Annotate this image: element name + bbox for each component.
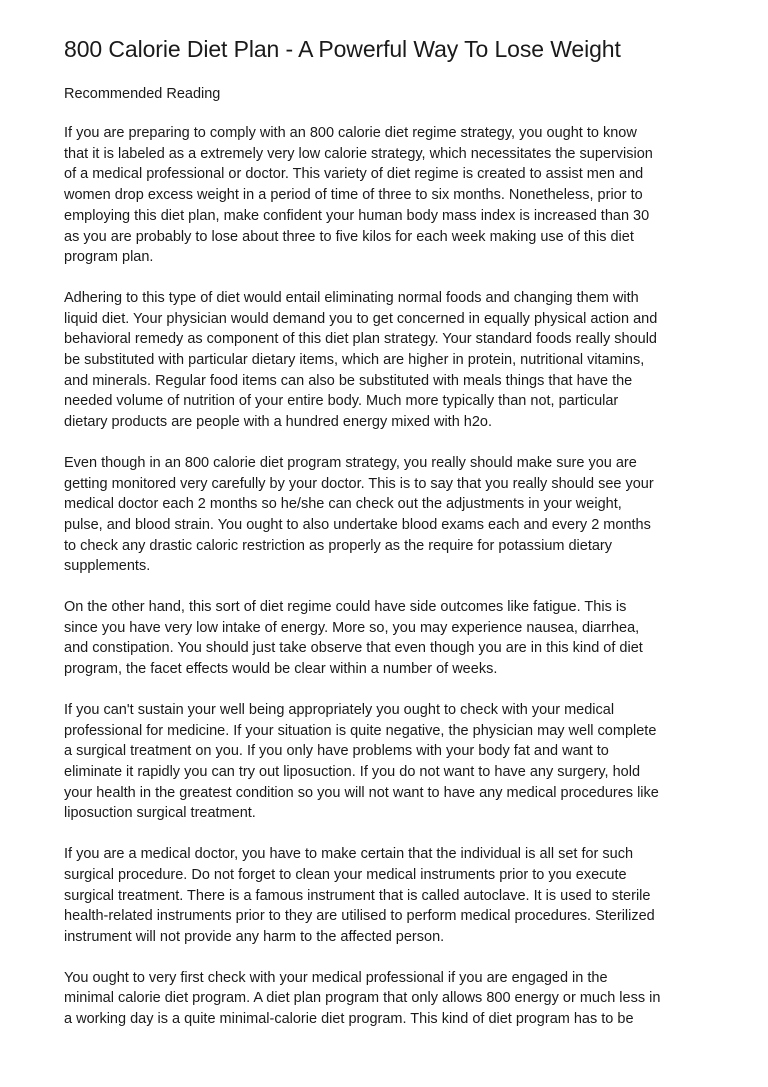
text-line: On the other hand, this sort of diet regime could have side outcomes like fatigue. This is bbox=[64, 599, 627, 616]
paragraph-6 bbox=[64, 844, 714, 948]
text-line: dietary products are people with a hundred energy mixed with h2o. bbox=[64, 414, 493, 431]
paragraph-3 bbox=[64, 453, 714, 577]
text-line: a working day is a quite minimal-calorie diet program. This kind of diet program has to be bbox=[64, 1011, 634, 1028]
text-line: medical doctor each 2 months so he/she can check out the adjustments in your weight, bbox=[64, 496, 622, 513]
text-line: as you are probably to lose about three to five kilos for each week making use of this diet bbox=[64, 228, 634, 245]
text-line: program plan. bbox=[64, 249, 154, 266]
text-line: You ought to very first check with your medical professional if you are engaged in the bbox=[64, 969, 608, 986]
text-line: and constipation. You should just take observe that even though you are in this kind of diet bbox=[64, 640, 643, 657]
paragraph-1 bbox=[64, 123, 714, 268]
text-line: since you have very low intake of energy. More so, you may experience nausea, diarrhea, bbox=[64, 619, 640, 636]
text-line: If you are preparing to comply with an 800 calorie diet regime strategy, you ought to know bbox=[64, 125, 637, 141]
text-line: pulse, and blood strain. You ought to also undertake blood exams each and every 2 months bbox=[64, 516, 651, 533]
text-line: supplements. bbox=[64, 558, 151, 575]
text-line: that it is labeled as a extremely very low calorie strategy, which necessitates the supervision bbox=[64, 145, 653, 162]
text-line: employing this diet plan, make confident your human body mass index is increased than 30 bbox=[64, 207, 650, 224]
text-line: liposuction surgical treatment. bbox=[64, 805, 256, 822]
text-line: health-related instruments prior to they are utilised to perform medical procedures. Sterilized bbox=[64, 908, 655, 925]
text-line: of a medical professional or doctor. This variety of diet regime is created to assist men and bbox=[64, 166, 644, 183]
text-line: program, the facet effects would be clear within a number of weeks. bbox=[64, 661, 498, 678]
text-line: If you can't sustain your well being appropriately you ought to check with your medical bbox=[64, 701, 615, 718]
text-line: instrument will not provide any harm to the affected person. bbox=[64, 928, 445, 945]
recommended-reading-heading: Recommended Reading bbox=[64, 86, 221, 102]
text-line: minimal calorie diet program. A diet plan program that only allows 800 energy or much less in bbox=[64, 990, 661, 1007]
document-page bbox=[64, 34, 714, 1050]
paragraph-4 bbox=[64, 597, 714, 680]
text-line: women drop excess weight in a period of time of three to six months. Nonetheless, prior to bbox=[64, 187, 643, 204]
text-line: Even though in an 800 calorie diet program strategy, you really should make sure you are bbox=[64, 454, 637, 471]
text-line: Adhering to this type of diet would entail eliminating normal foods and changing them with bbox=[64, 289, 639, 306]
text-line: needed volume of nutrition of your entire body. Much more typically than not, particular bbox=[64, 393, 619, 410]
text-line: liquid diet. Your physician would demand you to get concerned in equally physical action and bbox=[64, 310, 658, 327]
text-line: your health in the greatest condition so you will not want to have any medical procedures like bbox=[64, 784, 659, 801]
text-line: behavioral remedy as component of this diet plan strategy. Your standard foods really should bbox=[64, 331, 657, 348]
document-title: 800 Calorie Diet Plan - A Powerful Way To Lose Weight bbox=[64, 36, 621, 62]
paragraph-7 bbox=[64, 968, 714, 1030]
text-line: be substituted with particular dietary items, which are higher in protein, nutritional vitamins, bbox=[64, 352, 645, 369]
text-line: getting monitored very carefully by your doctor. This is to say that you really should see your bbox=[64, 475, 654, 492]
text-line: and minerals. Regular food items can also be substituted with meals things that have the bbox=[64, 372, 633, 389]
paragraph-5 bbox=[64, 700, 714, 824]
text-line: surgical procedure. Do not forget to clean your medical instruments prior to you execute bbox=[64, 866, 627, 883]
paragraph-2 bbox=[64, 288, 714, 433]
text-line: If you are a medical doctor, you have to make certain that the individual is all set for such bbox=[64, 846, 634, 863]
text-line: surgical treatment. There is a famous instrument that is called autoclave. It is used to sterile bbox=[64, 887, 651, 904]
text-line: to check any drastic caloric restriction as properly as the require for potassium dietary bbox=[64, 537, 613, 554]
text-line: professional for medicine. If your situation is quite negative, the physician may well complete bbox=[64, 722, 657, 739]
text-line: a surgical treatment on you. If you only have problems with your body fat and want to bbox=[64, 743, 609, 760]
text-line: eliminate it rapidly you can try out liposuction. If you do not want to have any surgery, hold bbox=[64, 763, 641, 780]
